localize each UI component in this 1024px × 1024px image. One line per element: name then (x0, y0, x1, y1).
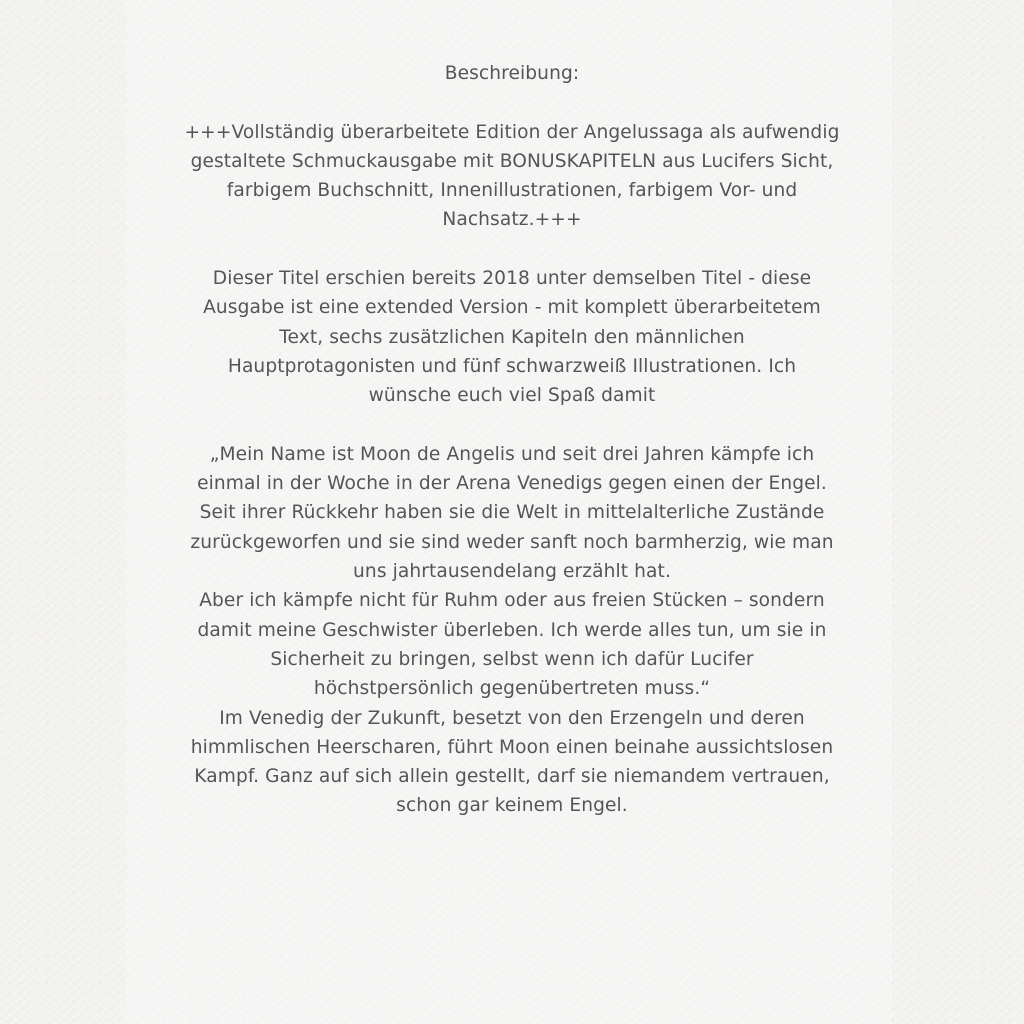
text-line: Hauptprotagonisten und fünf schwarzweiß Illustrationen. Ich (227, 355, 797, 377)
text-line: höchstpersönlich gegenübertreten muss.“ (313, 678, 711, 700)
quote-paragraph (118, 440, 906, 704)
description-heading (118, 59, 906, 88)
text-line: Seit ihrer Rückkehr haben sie die Welt in mittelalterliche Zustände (199, 502, 825, 524)
text-line: „Mein Name ist Moon de Angelis und seit drei Jahren kämpfe ich (209, 443, 815, 465)
text-line: schon gar keinem Engel. (396, 795, 628, 817)
text-line: Aber ich kämpfe nicht für Ruhm oder aus freien Stücken – sondern (199, 590, 825, 612)
text-line: Ausgabe ist eine extended Version - mit komplett überarbeitetem (203, 297, 821, 319)
text-line: Text, sechs zusätzlichen Kapiteln den männlichen (279, 326, 745, 348)
text-line: Kampf. Ganz auf sich allein gestellt, darf sie niemandem vertrauen, (194, 766, 830, 788)
text-line: +++Vollständig überarbeitete Edition der Angelussaga als aufwendig (184, 121, 840, 143)
text-line: Dieser Titel erschien bereits 2018 unter demselben Titel - diese (212, 268, 812, 290)
text-line: Im Venedig der Zukunft, besetzt von den Erzengeln und deren (219, 707, 805, 729)
text-line: himmlischen Heerscharen, führt Moon einen beinahe aussichtslosen (190, 736, 834, 758)
text-line: Nachsatz.+++ (442, 209, 582, 231)
intro-paragraph (118, 118, 906, 235)
text-line: damit meine Geschwister überleben. Ich werde alles tun, um sie in (197, 619, 827, 641)
text-line: einmal in der Woche in der Arena Venedigs gegen einen der Engel. (197, 473, 827, 495)
synopsis-paragraph (118, 704, 906, 821)
text-line: farbigem Buchschnitt, Innenillustrationen, farbigem Vor- und (226, 180, 798, 202)
description-text-block (118, 59, 906, 821)
heading-line: Beschreibung: (444, 63, 580, 84)
text-line: uns jahrtausendelang erzählt hat. (353, 561, 671, 583)
text-line: Sicherheit zu bringen, selbst wenn ich dafür Lucifer (270, 648, 754, 670)
text-line: wünsche euch viel Spaß damit (368, 385, 656, 407)
edition-note-paragraph (118, 264, 906, 410)
text-line: gestaltete Schmuckausgabe mit BONUSKAPITELN aus Lucifers Sicht, (190, 150, 834, 172)
text-line: zurückgeworfen und sie sind weder sanft noch barmherzig, wie man (190, 531, 834, 553)
